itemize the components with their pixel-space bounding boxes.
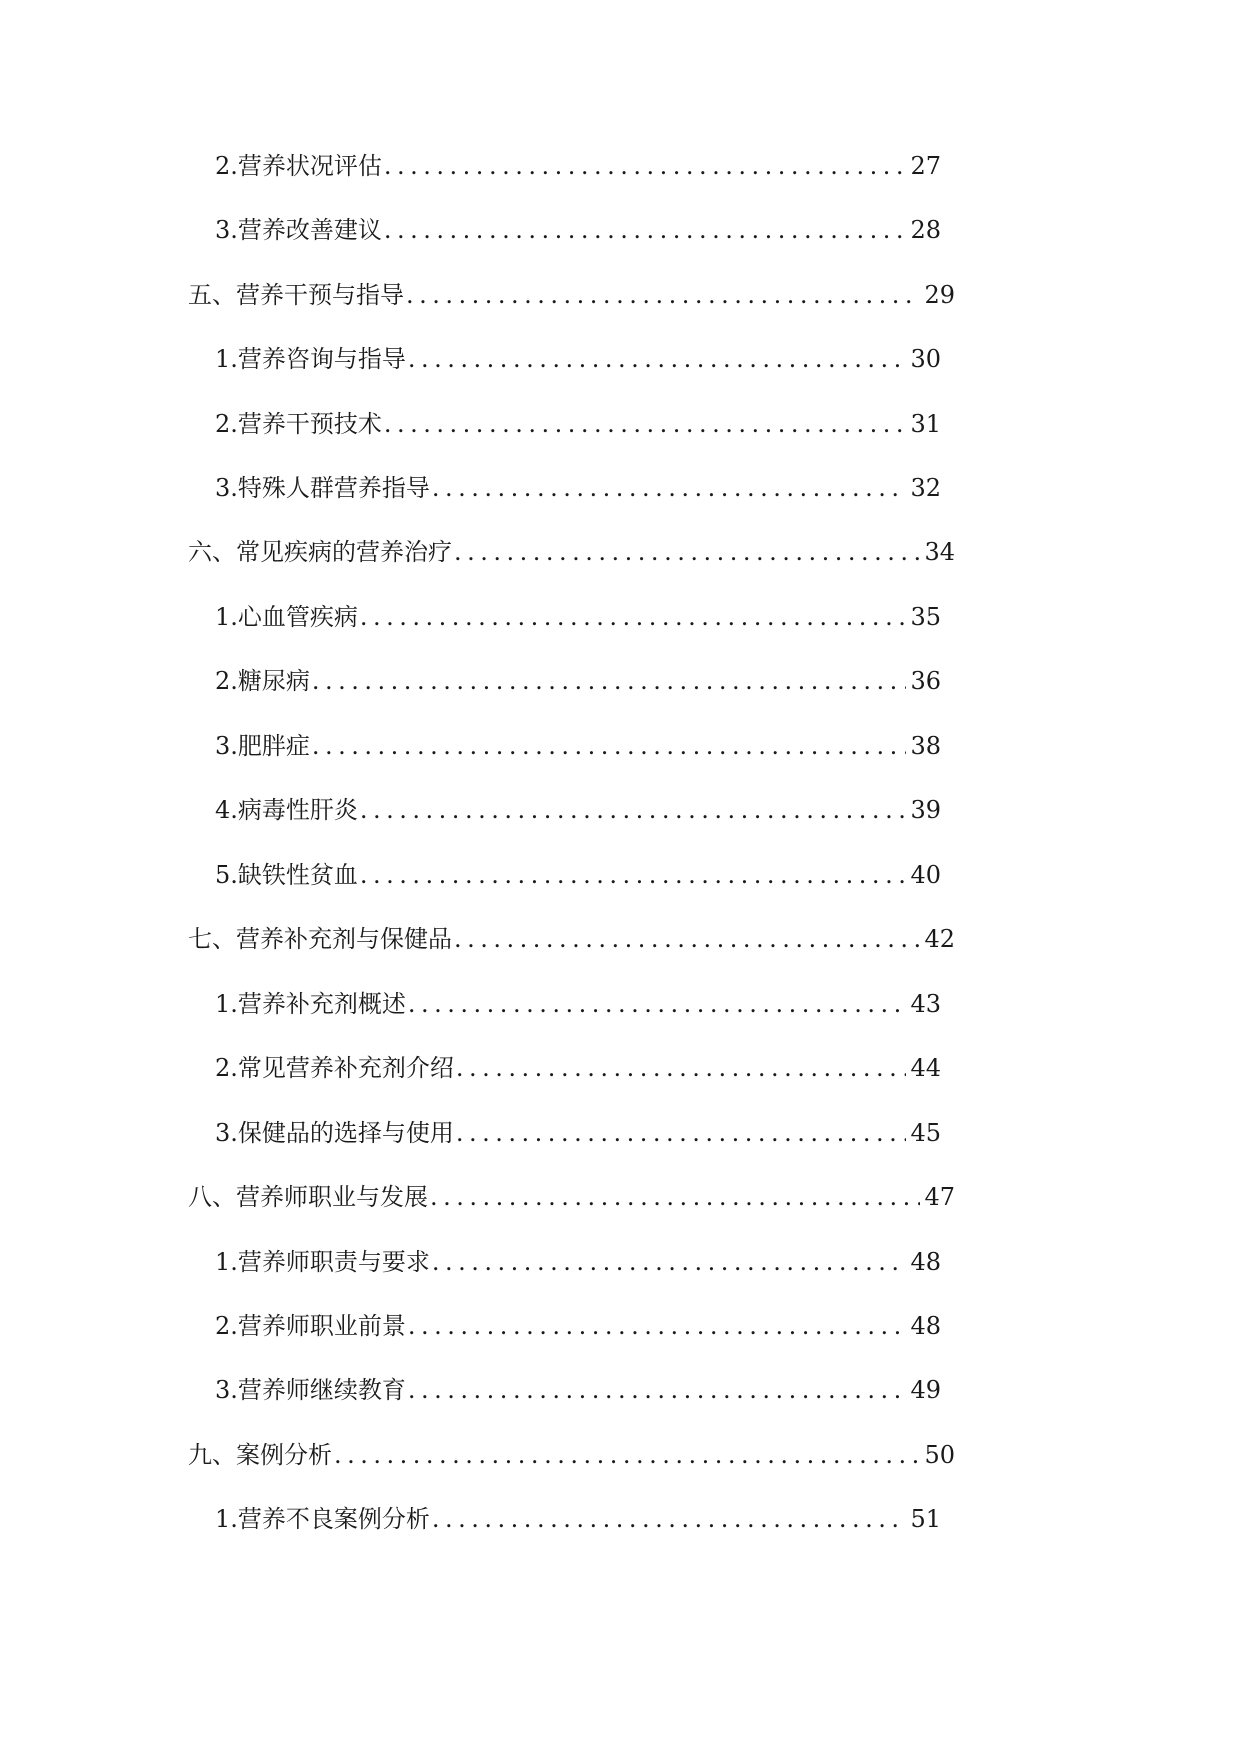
toc-entry[interactable] — [188, 1435, 955, 1475]
toc-entry-title: 营养干预技术 — [237, 410, 382, 438]
toc-dot-leader — [408, 339, 907, 379]
toc-entry[interactable] — [215, 404, 941, 444]
toc-entry[interactable] — [215, 1242, 941, 1282]
toc-entry[interactable] — [215, 468, 941, 508]
toc-entry-page: 43 — [910, 990, 941, 1018]
toc-entry-number: 1. — [215, 345, 238, 373]
toc-entry-number: 2. — [215, 667, 238, 695]
toc-dot-leader — [312, 726, 907, 766]
toc-entry-number: 2. — [215, 1054, 238, 1082]
toc-entry-number: 2. — [215, 410, 238, 438]
toc-entry-number: 3. — [215, 1376, 238, 1404]
toc-entry-title: 营养补充剂概述 — [237, 990, 406, 1018]
toc-entry-page: 45 — [910, 1119, 941, 1147]
toc-entry-title: 六、常见疾病的营养治疗 — [188, 538, 452, 566]
toc-entry-title: 营养师职责与要求 — [237, 1248, 430, 1276]
toc-dot-leader — [360, 855, 907, 895]
toc-entry[interactable] — [188, 1177, 955, 1217]
toc-entry-title: 肥胖症 — [237, 732, 310, 760]
toc-entry[interactable] — [215, 790, 941, 830]
toc-entry-page: 31 — [910, 410, 941, 438]
toc-dot-leader — [384, 210, 907, 250]
toc-entry-page: 30 — [910, 345, 941, 373]
toc-entry-page: 48 — [910, 1248, 941, 1276]
toc-entry-title: 营养改善建议 — [237, 216, 382, 244]
toc-entry-page: 44 — [910, 1054, 941, 1082]
toc-entry[interactable] — [215, 339, 941, 379]
toc-entry-title: 八、营养师职业与发展 — [188, 1183, 428, 1211]
toc-entry-page: 35 — [910, 603, 941, 631]
toc-entry-page: 32 — [910, 474, 941, 502]
toc-dot-leader — [334, 1435, 920, 1475]
toc-dot-leader — [454, 532, 920, 572]
toc-dot-leader — [454, 919, 920, 959]
toc-entry[interactable] — [215, 1048, 941, 1088]
toc-entry-number: 1. — [215, 603, 238, 631]
toc-dot-leader — [432, 1499, 907, 1539]
toc-entry[interactable] — [215, 855, 941, 895]
toc-dot-leader — [456, 1048, 907, 1088]
toc-entry[interactable] — [215, 210, 941, 250]
toc-entry[interactable] — [215, 984, 941, 1024]
toc-entry[interactable] — [215, 661, 941, 701]
toc-entry[interactable] — [215, 1306, 941, 1346]
toc-entry-page: 34 — [924, 538, 955, 566]
toc-entry[interactable] — [215, 1499, 941, 1539]
toc-entry-number: 1. — [215, 1248, 238, 1276]
toc-dot-leader — [408, 984, 907, 1024]
toc-entry[interactable] — [215, 146, 941, 186]
toc-entry[interactable] — [215, 726, 941, 766]
toc-entry-title: 营养师继续教育 — [237, 1376, 406, 1404]
toc-entry-number: 3. — [215, 732, 238, 760]
toc-entry-number: 2. — [215, 1312, 238, 1340]
toc-entry-page: 40 — [910, 861, 941, 889]
toc-dot-leader — [430, 1177, 920, 1217]
toc-entry[interactable] — [188, 919, 955, 959]
toc-entry-page: 28 — [910, 216, 941, 244]
toc-entry-number: 2. — [215, 152, 238, 180]
toc-dot-leader — [406, 275, 920, 315]
toc-dot-leader — [312, 661, 907, 701]
toc-entry-page: 50 — [924, 1441, 955, 1469]
toc-entry-number: 1. — [215, 1505, 238, 1533]
toc-dot-leader — [384, 146, 907, 186]
toc-entry-title: 营养师职业前景 — [237, 1312, 406, 1340]
toc-entry-title: 特殊人群营养指导 — [237, 474, 430, 502]
toc-entry[interactable] — [215, 1113, 941, 1153]
toc-entry-number: 3. — [215, 474, 238, 502]
toc-entry-number: 5. — [215, 861, 238, 889]
toc-dot-leader — [360, 597, 907, 637]
toc-entry-number: 1. — [215, 990, 238, 1018]
toc-entry-title: 常见营养补充剂介绍 — [237, 1054, 454, 1082]
toc-dot-leader — [432, 468, 907, 508]
toc-entry-number: 3. — [215, 216, 238, 244]
toc-entry-page: 38 — [910, 732, 941, 760]
toc-entry-title: 九、案例分析 — [188, 1441, 332, 1469]
toc-entry-page: 47 — [924, 1183, 955, 1211]
toc-entry-title: 七、营养补充剂与保健品 — [188, 925, 452, 953]
toc-entry[interactable] — [215, 597, 941, 637]
toc-entry-title: 五、营养干预与指导 — [188, 281, 404, 309]
toc-dot-leader — [384, 404, 907, 444]
toc-dot-leader — [432, 1242, 907, 1282]
toc-entry[interactable] — [215, 1370, 941, 1410]
toc-entry-page: 36 — [910, 667, 941, 695]
toc-entry-number: 4. — [215, 796, 238, 824]
toc-entry-title: 营养不良案例分析 — [237, 1505, 430, 1533]
toc-entry-page: 48 — [910, 1312, 941, 1340]
toc-entry-page: 51 — [910, 1505, 941, 1533]
toc-entry-page: 42 — [924, 925, 955, 953]
toc-dot-leader — [456, 1113, 907, 1153]
toc-entry-title: 保健品的选择与使用 — [237, 1119, 454, 1147]
toc-entry-page: 39 — [910, 796, 941, 824]
toc-entry-page: 49 — [910, 1376, 941, 1404]
toc-entry-title: 营养状况评估 — [237, 152, 382, 180]
toc-entry-title: 糖尿病 — [237, 667, 310, 695]
toc-entry-title: 缺铁性贫血 — [237, 861, 358, 889]
toc-dot-leader — [408, 1306, 907, 1346]
toc-entry[interactable] — [188, 275, 955, 315]
toc-dot-leader — [360, 790, 907, 830]
toc-entry-title: 心血管疾病 — [237, 603, 358, 631]
toc-entry-number: 3. — [215, 1119, 238, 1147]
toc-entry-title: 病毒性肝炎 — [237, 796, 358, 824]
toc-entry-page: 27 — [910, 152, 941, 180]
toc-entry[interactable] — [188, 532, 955, 572]
toc-entry-title: 营养咨询与指导 — [237, 345, 406, 373]
toc-dot-leader — [408, 1370, 907, 1410]
toc-entry-page: 29 — [924, 281, 955, 309]
